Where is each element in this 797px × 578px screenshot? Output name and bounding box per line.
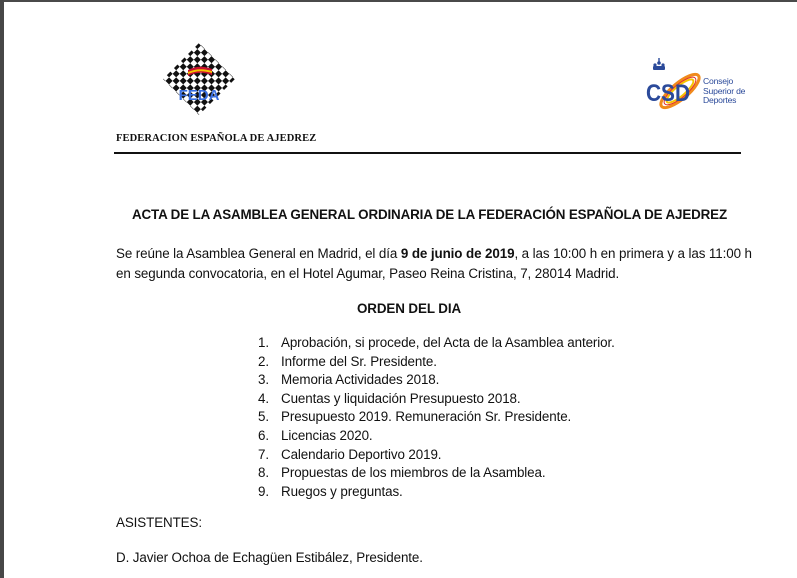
agenda-item-number: 9. [258, 483, 269, 499]
agenda-item-number: 7. [258, 446, 269, 462]
agenda-item-text: Informe del Sr. Presidente. [281, 353, 437, 369]
document-title: ACTA DE LA ASAMBLEA GENERAL ORDINARIA DE LA FEDERACIÓN ESPAÑOLA DE AJEDREZ [132, 207, 727, 222]
intro-text-rest: , a las 10:00 h en primera y a las 11:00 h en segunda convocatoria, en el Hotel Agumar, Paseo Reina Cristina, 7, 28014 Madrid. [116, 246, 752, 281]
csd-logo-icon [645, 57, 705, 115]
meeting-date: 9 de junio de 2019 [400, 246, 515, 261]
agenda-item [258, 483, 615, 502]
organization-name: FEDERACION ESPAÑOLA DE AJEDREZ [116, 133, 317, 144]
agenda-item-text: Aprobación, si procede, del Acta de la Asamblea anterior. [281, 335, 615, 350]
agenda-item-text: Propuestas de los miembros de la Asamblea. [281, 465, 546, 481]
agenda-item-text: Calendario Deportivo 2019. [281, 446, 442, 462]
agenda-item-number: 5. [258, 409, 269, 425]
feda-chessboard-logo-icon [162, 42, 236, 116]
csd-name [703, 77, 745, 106]
csd-name-line: Superior de [703, 85, 746, 96]
agenda-item-number: 8. [258, 465, 269, 481]
agenda-item-text: Memoria Actividades 2018. [281, 372, 440, 388]
csd-acronym: CSD [646, 80, 690, 107]
agenda-item [258, 427, 615, 446]
agenda-item-text: Licencias 2020. [281, 427, 373, 443]
header-divider [114, 152, 741, 154]
agenda-item-number: 4. [258, 390, 269, 406]
agenda-item-text: Presupuesto 2019. Remuneración Sr. Presidente. [281, 409, 572, 425]
crown-icon [653, 58, 665, 70]
agenda-item-text: Ruegos y preguntas. [281, 483, 403, 499]
agenda-item [258, 334, 615, 353]
agenda-item [258, 390, 615, 409]
agenda-item [258, 371, 615, 390]
intro-paragraph [116, 244, 756, 284]
agenda-item-number: 2. [258, 353, 269, 369]
agenda-item [258, 408, 615, 427]
agenda-item-number: 6. [258, 427, 269, 443]
attendees-label: ASISTENTES: [116, 515, 202, 530]
agenda-list [258, 334, 615, 501]
agenda-item [258, 446, 615, 465]
attendee-entry: D. Javier Ochoa de Echagüen Estibález, Presidente. [116, 550, 423, 565]
agenda-item [258, 353, 615, 372]
agenda-item [258, 464, 615, 483]
csd-name-line: Consejo [703, 76, 734, 86]
agenda-title: ORDEN DEL DIA [356, 301, 462, 316]
agenda-item-text: Cuentas y liquidación Presupuesto 2018. [281, 390, 521, 406]
agenda-item-number: 1. [258, 335, 269, 350]
intro-text: Se reúne la Asamblea General en Madrid, el día [116, 246, 401, 261]
feda-logo-text: FEDA [178, 87, 220, 104]
agenda-item-number: 3. [258, 372, 269, 388]
csd-name-line: Deportes [703, 95, 737, 106]
